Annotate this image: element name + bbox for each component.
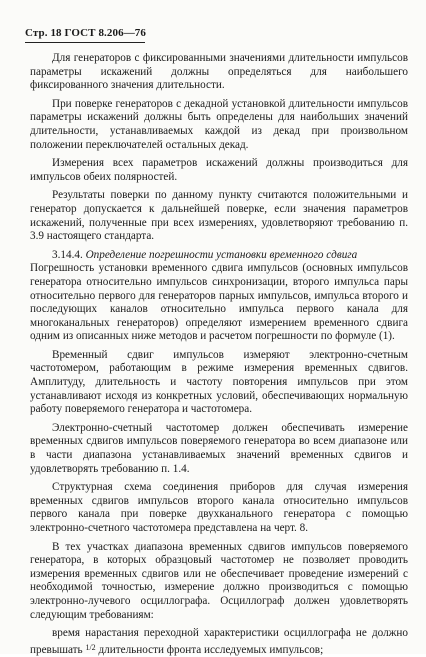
fraction-one-half: 1/2 <box>85 642 96 652</box>
page-header: Стр. 18 ГОСТ 8.206—76 <box>25 27 146 39</box>
paragraph-decade-setting: При поверке генераторов с декадной установкой длительности импульсов параметры искажений должны быть определены для наибольших значений длительности, устанавливаемых каждой из декад при произвольном положении переключателей остальных декад. <box>30 97 408 151</box>
paragraph-connection-diagram: Структурная схема соединения приборов для случая измерения временных сдвигов импульсов второго канала относительно импульсов первого канала при поверке двухканального генератора с помощью электронно-счетного частотомера представлена на черт. 8. <box>30 481 408 534</box>
paragraph-polarities: Измерения всех параметров искажений должны производиться для импульсов обеих полярностей. <box>30 157 408 183</box>
paragraph-oscilloscope: В тех участках диапазона временных сдвигов импульсов поверяемого генератора, в которых образцовый частотомер не позволяет проводить измерения временных сдвигов или не обеспечивает проведение измерений с необходимой точностью, измерение должно производиться с помощью электронно-лучевого осциллографа. Осциллограф должен удовлетворять следующим требованиям: <box>30 540 408 621</box>
document-body <box>30 52 408 657</box>
paragraph-counter-requirements: Электронно-счетный частотомер должен обеспечивать измерение временных сдвигов импульсов поверяемого генератора во всем диапазоне или в части диапазона устанавливаемых значений временных сдвигов и удовлетворять требованию п. 1.4. <box>30 421 408 475</box>
section-number: 3.14.4. <box>52 248 83 261</box>
header-rule <box>25 42 145 43</box>
list-item-text-after: длительности фронта исследуемых импульсов; <box>95 643 324 656</box>
paragraph-fixed-duration: Для генераторов с фиксированными значениями длительности импульсов параметры искажений должны определяться для наибольшего фиксированного значения длительности. <box>30 52 408 92</box>
section-heading <box>30 249 408 263</box>
paragraph-results: Результаты поверки по данному пункту считаются положительными и генератор допускается к дальнейшей поверке, если значения параметров искажений, полученные при всех измерениях, удовлетворяют требованию п. 3.9 настоящего стандарта. <box>30 189 408 243</box>
list-item-text-before: время нарастания переходной характеристики осциллографа не должно превышать <box>30 627 408 656</box>
paragraph-counter-measurement: Временный сдвиг импульсов измеряют электронно-счетным частотомером, работающим в режиме измерения временных сдвигов. Амплитуду, длительность и частоту повторения импульсов при этом устанавливают исходя из конкретных условий, обеспечивающих нормальную работу поверяемого генератора и частотомера. <box>30 348 408 416</box>
list-item-rise-time <box>30 627 408 657</box>
section-title: Определение погрешности установки временного сдвига <box>85 248 358 261</box>
paragraph-time-shift-error: Погрешность установки временного сдвига импульсов (основных импульсов генератора относительно импульсов синхронизации, второго импульса пары относительно первого для генераторов парных импульсов, импульса второго и последующих каналов относительно импульса первого канала для многоканальных генераторов) определяют измерением временного сдвига одним из описанных ниже методов и расчетом погрешности по формуле (1). <box>30 262 408 343</box>
